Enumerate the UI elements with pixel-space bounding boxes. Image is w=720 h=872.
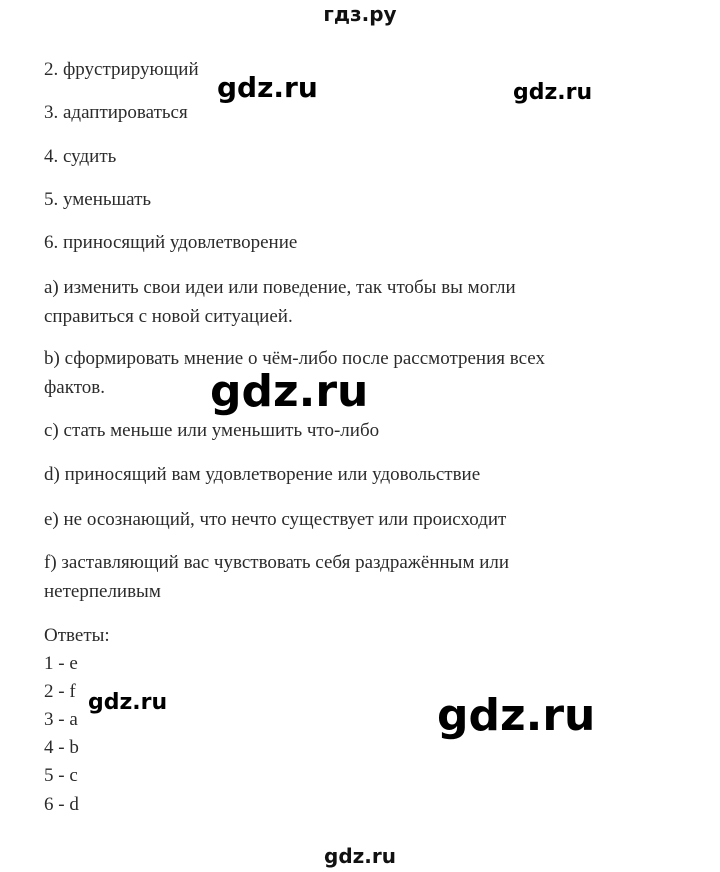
definition-d: d) приносящий вам удовлетворение или удовольствие <box>44 464 481 485</box>
term-item-3: 3. адаптироваться <box>44 102 188 123</box>
definition-c: c) стать меньше или уменьшить что-либо <box>44 420 380 441</box>
term-item-2: 2. фрустрирующий <box>44 59 199 80</box>
page-header-title: гдз.ру <box>323 2 397 26</box>
answer-6: 6 - d <box>44 794 79 815</box>
definition-b-line-1: b) сформировать мнение о чём-либо после рассмотрения всех <box>44 348 545 369</box>
answer-4: 4 - b <box>44 737 79 758</box>
watermark: gdz.ru <box>210 366 369 417</box>
definition-e: e) не осознающий, что нечто существует или происходит <box>44 509 507 530</box>
definition-a-line-1: a) изменить свои идеи или поведение, так чтобы вы могли <box>44 277 516 298</box>
definition-f-line-1: f) заставляющий вас чувствовать себя раздражённым или <box>44 552 510 573</box>
definition-f-line-2: нетерпеливым <box>44 581 161 602</box>
term-item-6: 6. приносящий удовлетворение <box>44 232 298 253</box>
watermark: gdz.ru <box>437 690 596 741</box>
answers-label: Ответы: <box>44 625 110 646</box>
answer-3: 3 - a <box>44 709 78 730</box>
page-footer-watermark: gdz.ru <box>324 844 396 868</box>
definition-b-line-2: фактов. <box>44 377 105 398</box>
term-item-5: 5. уменьшать <box>44 189 152 210</box>
watermark: gdz.ru <box>513 80 593 105</box>
watermark: gdz.ru <box>88 690 168 715</box>
answer-1: 1 - e <box>44 653 78 674</box>
answer-5: 5 - c <box>44 765 78 786</box>
watermark: gdz.ru <box>217 71 318 104</box>
term-item-4: 4. судить <box>44 146 117 167</box>
definition-a-line-2: справиться с новой ситуацией. <box>44 306 293 327</box>
answer-2: 2 - f <box>44 681 76 702</box>
